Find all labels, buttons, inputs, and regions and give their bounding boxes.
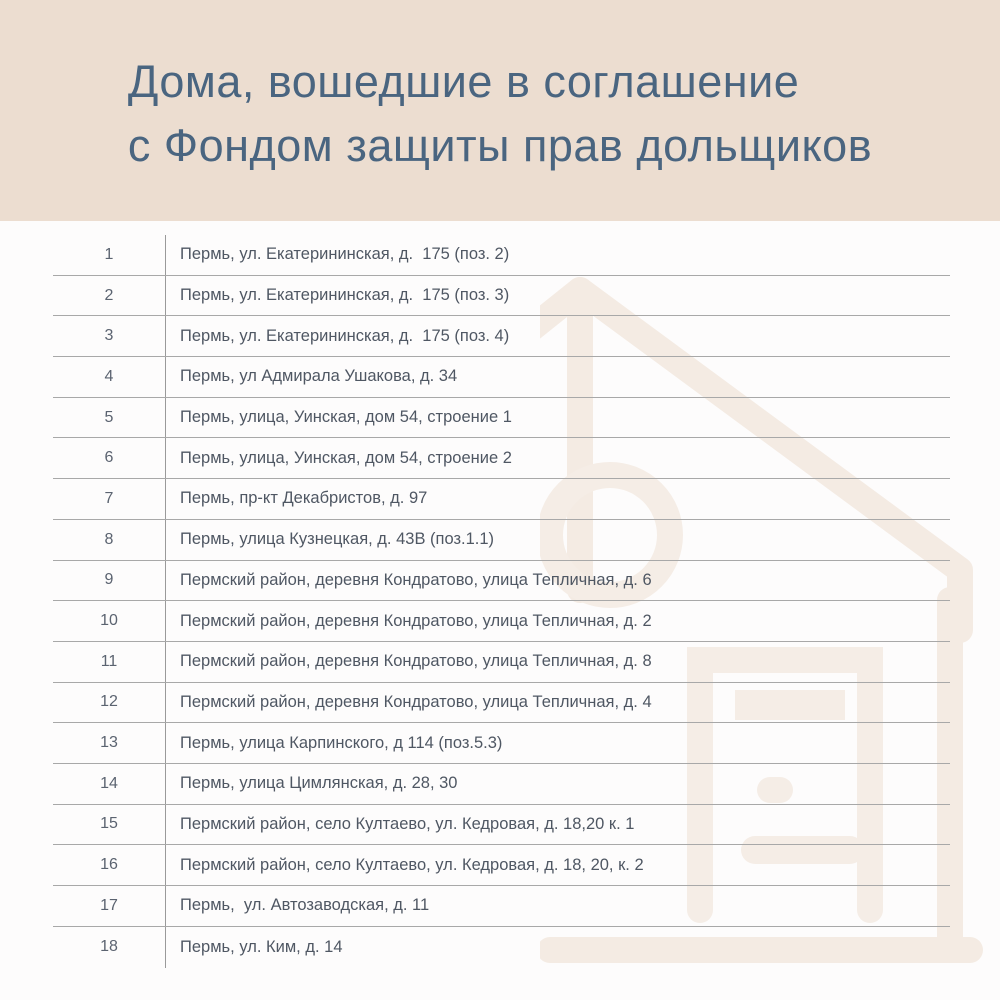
row-number: 8: [104, 530, 114, 548]
table-row: [53, 316, 950, 357]
row-address: Пермь, улица, Уинская, дом 54, строение 1: [180, 408, 512, 427]
row-address: Пермский район, деревня Кондратово, улица Тепличная, д. 2: [180, 611, 652, 630]
table-row: [53, 642, 950, 683]
table-row: [53, 357, 950, 398]
row-number: 18: [100, 938, 118, 956]
row-address: Пермь, ул. Ким, д. 14: [180, 937, 343, 956]
table-row: [53, 438, 950, 479]
row-number: 9: [104, 571, 114, 589]
table-row: [53, 927, 950, 968]
title-line-1: Дома, вошедшие в соглашение: [127, 55, 800, 107]
row-number: 13: [100, 734, 118, 752]
row-address: Пермский район, деревня Кондратово, улица Тепличная, д. 6: [180, 570, 652, 589]
row-address: Пермь, улица Цимлянская, д. 28, 30: [180, 774, 458, 793]
page-title: [128, 50, 872, 178]
row-number: 11: [100, 652, 118, 670]
row-address: Пермь, ул. Екатерининская, д. 175 (поз. 4): [180, 326, 510, 345]
row-number: 2: [104, 286, 114, 304]
row-number: 7: [104, 489, 114, 507]
row-number: 10: [100, 612, 118, 630]
table-row: [53, 845, 950, 886]
row-address: Пермь, ул Адмирала Ушакова, д. 34: [180, 367, 458, 386]
table-row: [53, 520, 950, 561]
row-address: Пермь, улица, Уинская, дом 54, строение 2: [180, 448, 512, 467]
table-row: [53, 479, 950, 520]
table-row: [53, 235, 950, 276]
row-address: Пермь, ул. Екатерининская, д. 175 (поз. 3): [180, 286, 510, 305]
row-number: 12: [100, 693, 118, 711]
houses-table: [53, 235, 950, 967]
row-number: 5: [104, 408, 114, 426]
table-row: [53, 276, 950, 317]
table-row: [53, 683, 950, 724]
row-number: 6: [104, 449, 114, 467]
table-row: [53, 764, 950, 805]
table-row: [53, 886, 950, 927]
row-number: 3: [104, 327, 114, 345]
row-address: Пермский район, село Култаево, ул. Кедровая, д. 18, 20, к. 2: [180, 855, 644, 874]
row-address: Пермь, улица Кузнецкая, д. 43В (поз.1.1): [180, 530, 495, 549]
row-number: 16: [100, 856, 118, 874]
header-banner: [0, 0, 1000, 221]
row-address: Пермь, пр-кт Декабристов, д. 97: [180, 489, 428, 508]
table-row: [53, 398, 950, 439]
row-number: 1: [104, 245, 114, 263]
row-number: 4: [104, 367, 114, 385]
table-row: [53, 723, 950, 764]
row-number: 14: [100, 774, 118, 792]
row-address: Пермь, улица Карпинского, д 114 (поз.5.3): [180, 733, 503, 752]
row-address: Пермский район, деревня Кондратово, улица Тепличная, д. 8: [180, 652, 652, 671]
row-address: Пермский район, село Култаево, ул. Кедровая, д. 18,20 к. 1: [180, 814, 635, 833]
row-address: Пермь, ул. Екатерининская, д. 175 (поз. 2): [180, 245, 510, 264]
table-row: [53, 561, 950, 602]
row-address: Пермский район, деревня Кондратово, улица Тепличная, д. 4: [180, 692, 652, 711]
title-line-2: с Фондом защиты прав дольщиков: [127, 119, 873, 171]
table-row: [53, 805, 950, 846]
row-address: Пермь, ул. Автозаводская, д. 11: [180, 896, 430, 915]
row-number: 17: [100, 896, 118, 914]
row-number: 15: [100, 815, 118, 833]
table-row: [53, 601, 950, 642]
